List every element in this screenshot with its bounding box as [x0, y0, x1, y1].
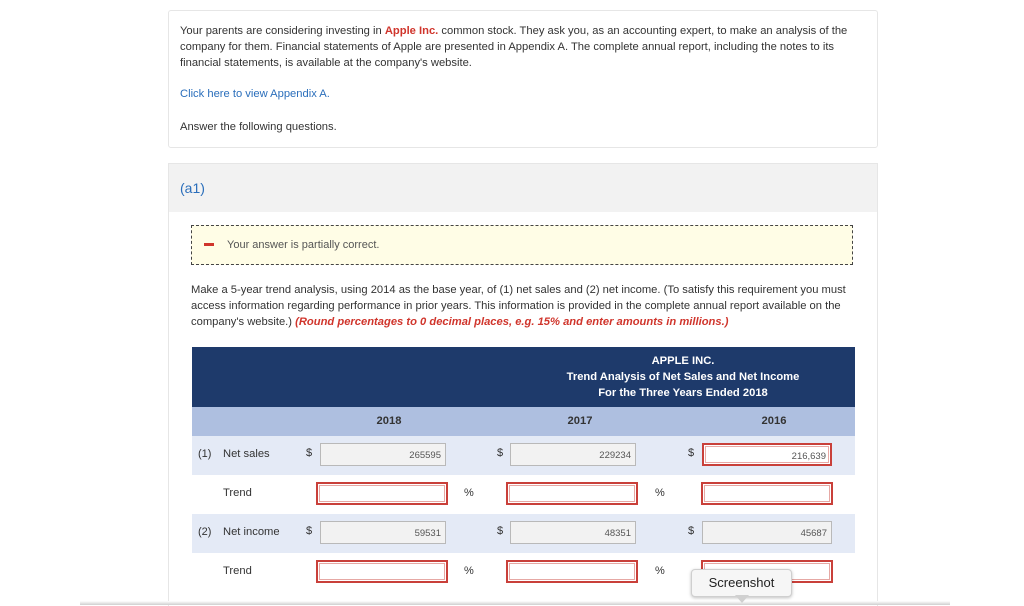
partial-correct-icon — [204, 243, 214, 246]
percent-symbol: % — [655, 565, 665, 577]
company-name: Apple Inc. — [384, 25, 439, 37]
table-subtitle: Trend Analysis of Net Sales and Net Income — [566, 371, 800, 383]
answer-status-box — [191, 225, 853, 265]
net-income-2016-input[interactable]: 45687 — [702, 521, 832, 544]
answer-prompt: Answer the following questions. — [180, 121, 337, 133]
intro-text-start: Your parents are considering investing in — [180, 25, 385, 37]
intro-text-end: common stock. They ask you, as an accounting expert, to make an analysis of the company for them. Financial statements of Apple are presented in Appendix A. The complete annual report, including the notes to its financial statements, is available at the company's website. — [180, 25, 848, 69]
screenshot-tooltip: Screenshot — [691, 569, 792, 597]
net-sales-trend-2017-input[interactable] — [506, 482, 638, 505]
row-label: Trend — [223, 487, 252, 499]
percent-symbol: % — [464, 565, 474, 577]
net-sales-trend-row — [192, 475, 855, 514]
table-header — [192, 347, 855, 407]
intro-card — [168, 10, 878, 148]
intro-paragraph — [180, 23, 862, 71]
row-label: Trend — [223, 565, 252, 577]
currency-symbol: $ — [688, 447, 695, 459]
appendix-link[interactable]: Click here to view Appendix A. — [180, 88, 330, 100]
net-income-trend-2017-input[interactable] — [506, 560, 638, 583]
currency-symbol: $ — [497, 447, 504, 459]
part-header — [169, 164, 877, 212]
currency-symbol: $ — [688, 525, 695, 537]
currency-symbol: $ — [306, 447, 313, 459]
part-label: (a1) — [180, 180, 205, 196]
net-sales-trend-2018-input[interactable] — [316, 482, 448, 505]
net-income-trend-2018-input[interactable] — [316, 560, 448, 583]
tooltip-arrow-icon — [735, 595, 749, 603]
rounding-note: (Round percentages to 0 decimal places, e.g. 15% and enter amounts in millions.) — [295, 316, 729, 328]
currency-symbol: $ — [497, 525, 504, 537]
answer-status-text: Your answer is partially correct. — [227, 239, 380, 251]
net-sales-2018-input[interactable]: 265595 — [320, 443, 446, 466]
net-sales-2016-input[interactable]: 216,639 — [702, 443, 832, 466]
year-2018: 2018 — [376, 415, 402, 427]
row-label: Net income — [223, 526, 280, 538]
year-header-row — [192, 407, 855, 436]
year-2017: 2017 — [567, 415, 593, 427]
currency-symbol: $ — [306, 525, 313, 537]
net-sales-row — [192, 436, 855, 475]
net-income-row — [192, 514, 855, 553]
year-2016: 2016 — [761, 415, 787, 427]
part-a1-card — [168, 163, 878, 606]
row-label: Net sales — [223, 448, 270, 460]
percent-symbol: % — [464, 487, 474, 499]
instructions-text: Make a 5-year trend analysis, using 2014 as the base year, of (1) net sales and (2) net income. (To satisfy this requirement you must access information regarding performance in prior years. This information is provided in the complete annual report available on the company's website.) — [191, 284, 846, 328]
net-sales-2017-input[interactable]: 229234 — [510, 443, 636, 466]
table-title: APPLE INC. — [651, 355, 715, 367]
instructions — [191, 282, 859, 330]
table-period: For the Three Years Ended 2018 — [598, 387, 768, 399]
row-number: (2) — [198, 526, 212, 538]
net-sales-trend-2016-input[interactable] — [701, 482, 833, 505]
net-income-2017-input[interactable]: 48351 — [510, 521, 636, 544]
page-bottom-shadow — [80, 601, 950, 605]
percent-symbol: % — [655, 487, 665, 499]
net-income-2018-input[interactable]: 59531 — [320, 521, 446, 544]
row-number: (1) — [198, 448, 212, 460]
